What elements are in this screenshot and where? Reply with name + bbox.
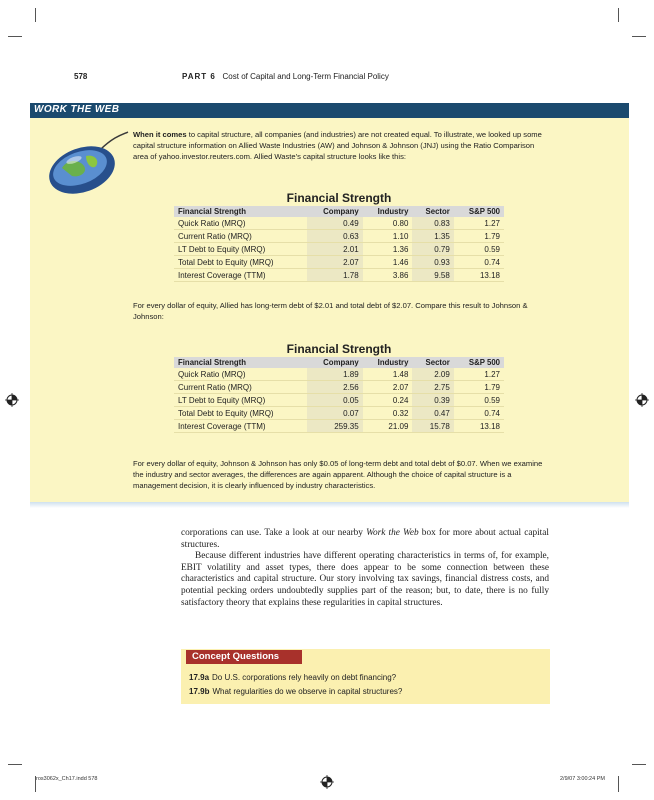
col-header: Company [307, 206, 363, 217]
table-row [174, 243, 504, 256]
sector-value: 0.79 [412, 243, 453, 256]
row-label: Current Ratio (MRQ) [174, 230, 307, 243]
col-header: Industry [363, 357, 413, 368]
sector-value: 0.47 [412, 407, 453, 420]
work-the-web-shadow [30, 502, 629, 508]
sector-value: 0.39 [412, 394, 453, 407]
industry-value: 21.09 [363, 420, 413, 433]
col-header: S&P 500 [454, 357, 504, 368]
question-number: 17.9b [189, 687, 210, 696]
row-label: LT Debt to Equity (MRQ) [174, 243, 307, 256]
question-text: Do U.S. corporations rely heavily on debt financing? [212, 673, 397, 682]
industry-value: 1.46 [363, 256, 413, 269]
col-header: Industry [363, 206, 413, 217]
industry-value: 2.07 [363, 381, 413, 394]
sp500-value: 0.74 [454, 256, 504, 269]
table-row [174, 394, 504, 407]
company-value: 2.07 [307, 256, 363, 269]
sp500-value: 0.59 [454, 394, 504, 407]
table-row [174, 381, 504, 394]
work-the-web-reference: Work the Web [366, 528, 419, 538]
sp500-value: 1.27 [454, 368, 504, 381]
table-row [174, 407, 504, 420]
table-title: Financial Strength [286, 342, 392, 356]
registration-mark-icon [635, 393, 649, 407]
company-value: 0.63 [307, 230, 363, 243]
sector-value: 2.09 [412, 368, 453, 381]
financial-strength-table-jnj [174, 340, 504, 433]
body-paragraph [181, 528, 549, 551]
crop-mark [8, 764, 22, 765]
industry-value: 1.48 [363, 368, 413, 381]
company-value: 0.49 [307, 217, 363, 230]
company-value: 2.01 [307, 243, 363, 256]
industry-value: 1.10 [363, 230, 413, 243]
crop-mark [618, 8, 619, 22]
industry-value: 3.86 [363, 269, 413, 282]
company-value: 1.78 [307, 269, 363, 282]
work-the-web-mid-text: For every dollar of equity, Allied has long-term debt of $2.01 and total debt of $2.07. Compare this result to Johnson & Johnson: [133, 301, 528, 321]
company-value: 2.56 [307, 381, 363, 394]
globe-mouse-icon [40, 130, 130, 200]
financial-strength-table-allied [174, 189, 504, 282]
concept-questions-title: Concept Questions [186, 650, 302, 664]
industry-value: 0.24 [363, 394, 413, 407]
sector-value: 0.93 [412, 256, 453, 269]
question-number: 17.9a [189, 673, 210, 682]
sp500-value: 1.27 [454, 217, 504, 230]
table-row [174, 269, 504, 282]
part-title: Cost of Capital and Long-Term Financial Policy [222, 72, 389, 81]
table-header-row [174, 357, 504, 368]
col-header: Financial Strength [174, 206, 307, 217]
company-value: 0.05 [307, 394, 363, 407]
sector-value: 9.58 [412, 269, 453, 282]
part-heading [182, 72, 389, 81]
crop-mark [35, 8, 36, 22]
sp500-value: 0.59 [454, 243, 504, 256]
sp500-value: 13.18 [454, 269, 504, 282]
col-header: S&P 500 [454, 206, 504, 217]
body-paragraph: Because different industries have different operating characteristics in terms of, for example, EBIT volatility and asset types, there does appear to be some connection between these characteristics and capital structure. Our story involving tax savings, financial distress costs, and potential pecking orders undoubtedly supplies part of the reason; but, to date, there is no fully satisfactory theory that explains these regularities in capital structures. [181, 551, 549, 608]
footer-timestamp: 2/9/07 3:00:24 PM [560, 776, 605, 782]
sp500-value: 1.79 [454, 230, 504, 243]
registration-mark-icon [320, 775, 334, 789]
industry-value: 0.80 [363, 217, 413, 230]
sector-value: 2.75 [412, 381, 453, 394]
sector-value: 0.83 [412, 217, 453, 230]
row-label: Interest Coverage (TTM) [174, 269, 307, 282]
col-header: Financial Strength [174, 357, 307, 368]
crop-mark [8, 36, 22, 37]
crop-mark [618, 776, 619, 792]
crop-mark [632, 36, 646, 37]
row-label: Total Debt to Equity (MRQ) [174, 407, 307, 420]
industry-value: 0.32 [363, 407, 413, 420]
row-label: Total Debt to Equity (MRQ) [174, 256, 307, 269]
table-row [174, 230, 504, 243]
company-value: 0.07 [307, 407, 363, 420]
page-number: 578 [74, 72, 88, 81]
concept-question [189, 687, 402, 696]
col-header: Company [307, 357, 363, 368]
body-p1-end: box for more about actual capital structures. [181, 528, 549, 550]
intro-lead: When it comes [133, 130, 187, 139]
table-row [174, 368, 504, 381]
work-the-web-closing-text: For every dollar of equity, Johnson & Johnson has only $0.05 of long-term debt and total debt of $0.07. When we examine the industry and sector averages, the differences are again apparent. Although the choice of capital structure is a management decision, it is clearly influenced by industry characteristics. [133, 459, 543, 490]
work-the-web-bar [30, 103, 629, 118]
row-label: LT Debt to Equity (MRQ) [174, 394, 307, 407]
sector-value: 1.35 [412, 230, 453, 243]
part-label: PART 6 [182, 72, 216, 81]
footer-file-name: ros3062x_Ch17.indd 578 [36, 776, 98, 782]
table-row [174, 420, 504, 433]
row-label: Quick Ratio (MRQ) [174, 217, 307, 230]
table-header-row [174, 206, 504, 217]
concept-question [189, 673, 396, 682]
row-label: Quick Ratio (MRQ) [174, 368, 307, 381]
work-the-web-intro [133, 129, 548, 162]
table-title: Financial Strength [286, 191, 392, 205]
row-label: Interest Coverage (TTM) [174, 420, 307, 433]
col-header: Sector [412, 206, 453, 217]
table-row [174, 256, 504, 269]
sector-value: 15.78 [412, 420, 453, 433]
body-p1-start: corporations can use. Take a look at our nearby [181, 528, 367, 538]
col-header: Sector [412, 357, 453, 368]
sp500-value: 1.79 [454, 381, 504, 394]
registration-mark-icon [5, 393, 19, 407]
company-value: 1.89 [307, 368, 363, 381]
company-value: 259.35 [307, 420, 363, 433]
work-the-web-title: WORK THE WEB [34, 104, 120, 115]
intro-text: to capital structure, all companies (and industries) are not created equal. To illustrate, we looked up some capital structure information on Allied Waste Industries (AW) and Johnson & Johnson (JNJ) using the Ratio Comparison area of yahoo.investor.reuters.com. Allied Waste's capital structure looks like this: [133, 130, 542, 161]
table-row [174, 217, 504, 230]
row-label: Current Ratio (MRQ) [174, 381, 307, 394]
sp500-value: 13.18 [454, 420, 504, 433]
sp500-value: 0.74 [454, 407, 504, 420]
industry-value: 1.36 [363, 243, 413, 256]
question-text: What regularities do we observe in capital structures? [212, 687, 403, 696]
crop-mark [632, 764, 646, 765]
body-text [181, 528, 549, 609]
running-header [74, 72, 389, 81]
